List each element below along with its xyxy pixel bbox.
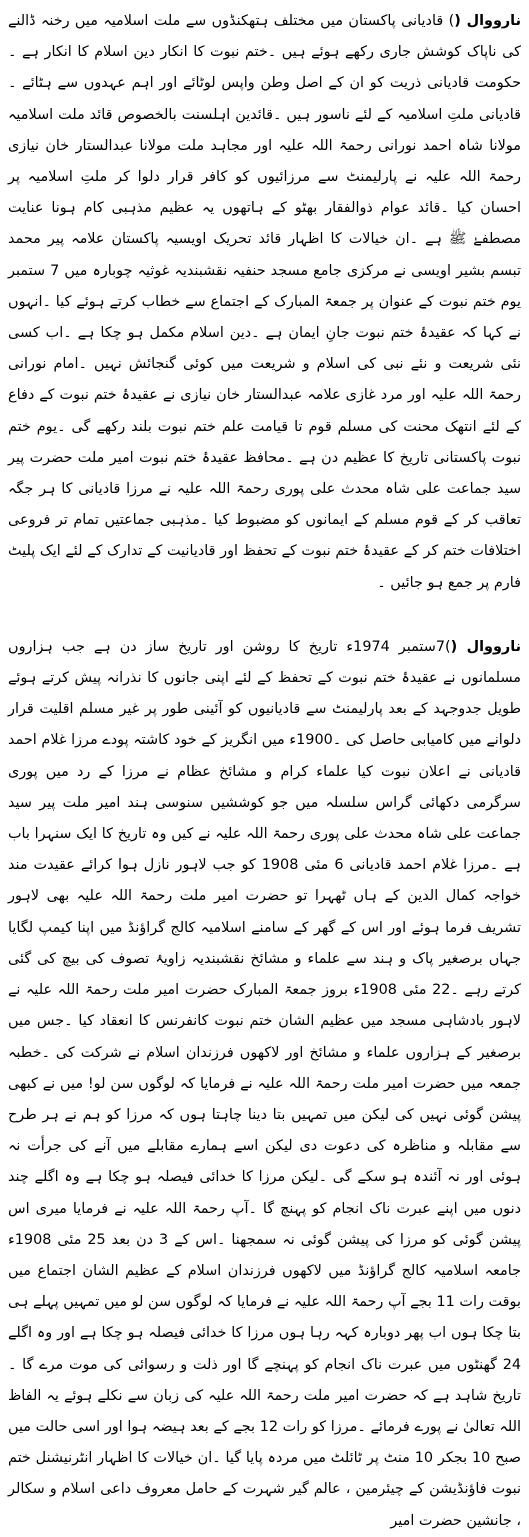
dateline: نارووال ( [450, 638, 522, 655]
dateline: نارووال ( [454, 13, 521, 29]
news-article-1 [8, 6, 521, 599]
article-body: ) قادیانی پاکستان میں مختلف ہتھکنڈوں سے ملت اسلامیہ میں رخنہ ڈالنے کی ناپاک کوشش جاری رکھے ہوئے ہیں ۔ختم نبوت کا انکار دین اسلام کا انکار ہے ۔حکومت قادیانی ذریت کو ان کے اصل وطن واپس لوٹائے اور اہم عہدوں سے ہٹائے ۔قادیانی ملتِ اسلامیہ کے لئے ناسور ہیں ۔قائدین اہلسنت بالخصوص قائد ملت اسلامیہ مولانا شاہ احمد نورانی رحمۃ اللہ علیہ اور مجاہد ملت مولانا عبدالستار خان نیازی رحمۃ اللہ علیہ نے پارلیمنٹ سے مرزائیوں کو کافر قرار دلوا کر ملتِ اسلامیہ پر احسان کیا ۔قائد عوام ذوالفقار بھٹو کے ہاتھوں یہ عظیم مذہبی کام ہونا عنایت مصطفےٰ ﷺ ہے ۔ان خیالات کا اظہار قائد تحریک اویسیہ پاکستان علامہ پیر محمد تبسم بشیر اویسی نے مرکزی جامع مسجد حنفیہ نقشبندیہ غوثیہ چوبارہ میں 7 ستمبر یوم ختم نبوت کے عنوان پر جمعۃ المبارک کے اجتماع سے خطاب کرتے ہوئے کیا ۔انہوں نے کہا کہ عقیدۂ ختم نبوت جانِ ایمان ہے ۔دین اسلام مکمل ہو چکا ہے ۔اب کسی نئی شریعت و نئے نبی کی اسلام و شریعت میں کوئی گنجائش نہیں ۔امام نورانی رحمۃ اللہ علیہ اور مرد غازی علامہ عبدالستار خان نیازی نے عقیدۂ ختم نبوت کے دفاع کے لئے انتھک محنت کی مسلم قوم تا قیامت علم ختم نبوت بلند رکھے گی ۔یوم ختم نبوت پاکستانی تاریخ کا عظیم دن ہے ۔محافظ عقیدۂ ختم نبوت امیر ملت حضرت پیر سید جماعت علی شاہ محدث علی پوری رحمۃ اللہ علیہ نے مرزا قادیانی کا ہر جگہ تعاقب کر کے قوم مسلم کے ایمانوں کو مضبوط کیا ۔مذہبی جماعتیں تمام تر فروعی اختلافات ختم کر کے عقیدۂ ختم نبوت کے تحفظ اور قادیانیت کے تدارک کے لئے ایک پلیٹ فارم پر جمع ہو جائیں ۔ [8, 13, 522, 591]
article-body: )7ستمبر 1974ء تاریخ کا روشن اور تاریخ ساز دن ہے جب ہزاروں مسلمانوں نے عقیدۂ ختم نبوت کے تحفظ کے لئے اپنی جانوں کا نذرانہ پیش کرتے ہوئے طویل جدوجہد کے بعد پارلیمنٹ سے قادیانیوں کو آئینی طور پر غیر مسلم اقلیت قرار دلوانے میں کامیابی حاصل کی ۔1900ء میں انگریز کے خود کاشتہ پودے مرزا غلام احمد قادیانی نے اعلان نبوت کیا علماء کرام و مشائخ عظام نے مرزا کے رد میں پوری سرگرمی دکھائی گراس سلسلہ میں جو کوششیں سنوسی ہند امیر ملت پیر سید جماعت علی شاہ محدث علی پوری رحمۃ اللہ علیہ نے کیں وہ تاریخ کا ایک سنہرا باب ہے ۔مرزا غلام احمد قادیانی 6 مئی 1908 کو جب لاہور نازل ہوا کرائے عقیدت مند خواجہ کمال الدین کے ہاں ٹھہرا تو حضرت امیر ملت رحمۃ اللہ علیہ بھی لاہور تشریف فرما ہوئے اور اس کے گھر کے سامنے اسلامیہ کالج گراؤنڈ میں اپنا کیمپ لگایا جہاں برصغیر پاک و ہند سے علماء و مشائخ نقشبندیہ زاویۂ تصوف کی بیچ کی گئی کرتے رہے ۔22 مئی 1908ء بروز جمعۃ المبارک حضرت امیر ملت رحمۃ اللہ علیہ نے لاہور بادشاہی مسجد میں عظیم الشان ختم نبوت کانفرنس کا انعقاد کیا ۔جس میں برصغیر کے ہزاروں علماء و مشائخ اور لاکھوں فرزندان اسلام نے شرکت کی ۔خطبہ جمعہ میں حضرت امیر ملت رحمۃ اللہ علیہ نے فرمایا کہ لوگوں سن لو! میں نے کبھی پیشن گوئی نہیں کی لیکن میں تمہیں بتا دینا چاہتا ہوں کہ مرزا کو ہم نے ہر طرح سے مقابلہ و مناظرہ کی دعوت دی لیکن اسے ہمارے مقابلے میں آنے کی جرأت نہ ہوئی اور نہ آئندہ ہو سکے گی ۔لیکن مرزا کا خدائی فیصلہ ہو چکا ہے وہ اگلے چند دنوں میں اپنے عبرت ناک انجام کو پہنچ گا ۔آپ رحمۃ اللہ علیہ نے فرمایا میری اس پیشن گوئی کو مرزا کی پیشن گوئی نہ سمجھنا ۔اس کے 3 دن بعد 25 مئی 1908ء جامعہ اسلامیہ کالج گراؤنڈ میں لاکھوں فرزندان اسلام کے عظیم الشان اجتماع میں بوقت رات 11 بجے آپ رحمۃ اللہ علیہ نے فرمایا کہ لوگوں سن لو میں تمہیں پہلے ہی بتا چکا ہوں اب پھر دوبارہ کہہ رہا ہوں مرزا کا خدائی فیصلہ ہو چکا ہے اور وہ اگلے 24 گھنٹوں میں عبرت ناک انجام کو پہنچے گا اور ذلت و رسوائی کی موت مرے گا ۔تاریخ شاہد ہے کہ حضرت امیر ملت رحمۃ اللہ علیہ کی زبان سے نکلے ہوئے یہ الفاظ اللہ تعالیٰ نے پورے فرمائے ۔مرزا کو رات 12 بجے کے بعد ہیضہ ہوا اور اسی حالت میں صبح 10 بجکر 10 منٹ پر ٹائلٹ میں مردہ پایا گیا ۔ان خیالات کا اظہار انٹرنیشنل ختم نبوت فاؤنڈیشن کے چیئرمین ، عالم گیر شہرت کے حامل معروف داعی اسلام و سکالر ، جانشین حضرت امیر [8, 638, 522, 1529]
article-separator [8, 599, 521, 632]
news-article-2 [8, 632, 521, 1537]
